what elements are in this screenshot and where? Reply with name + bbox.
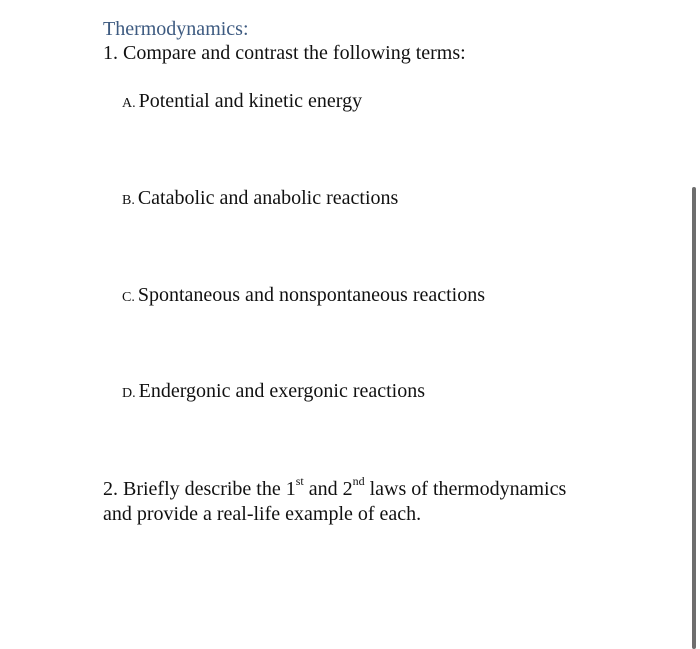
item-letter: A.	[122, 96, 136, 111]
list-item-c	[122, 284, 485, 307]
superscript-st: st	[295, 474, 304, 489]
list-item-a	[122, 90, 362, 113]
item-letter: D.	[122, 386, 136, 401]
item-letter: B.	[122, 193, 135, 208]
list-item-b	[122, 187, 398, 210]
question-2-line-2: and provide a real-life example of each.	[103, 503, 422, 525]
vertical-scrollbar[interactable]	[692, 187, 696, 649]
question-2-text-c: laws of thermodynamics	[364, 478, 567, 500]
item-text: Spontaneous and nonspontaneous reactions	[137, 284, 486, 306]
item-text: Potential and kinetic energy	[138, 90, 363, 112]
question-2-text-a: 2. Briefly describe the 1	[103, 478, 296, 500]
superscript-nd: nd	[352, 474, 365, 489]
item-letter: C.	[122, 290, 135, 305]
question-2-line-1	[103, 474, 567, 502]
question-1: 1. Compare and contrast the following terms:	[103, 42, 466, 64]
question-2	[103, 474, 567, 527]
question-2-text-b: and 2	[303, 478, 353, 500]
list-item-d	[122, 380, 425, 403]
item-text: Endergonic and exergonic reactions	[138, 380, 426, 402]
section-heading: Thermodynamics:	[103, 18, 249, 40]
item-text: Catabolic and anabolic reactions	[137, 187, 399, 209]
